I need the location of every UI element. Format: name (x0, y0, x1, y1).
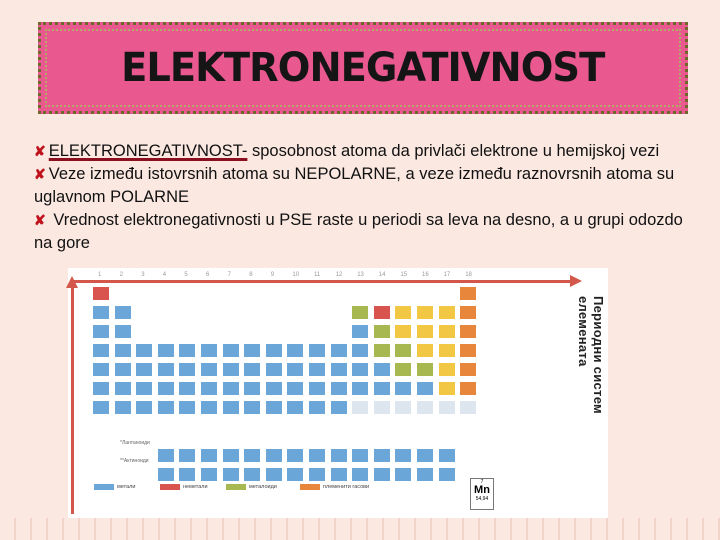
element-cell (265, 400, 283, 415)
group-number: 12 (335, 272, 343, 278)
x-bullet-icon: ✘ (34, 212, 46, 228)
group-number: 13 (357, 272, 364, 278)
element-cell (135, 400, 153, 415)
element-cell (92, 343, 110, 358)
element-cell (438, 400, 456, 415)
element-cell (178, 467, 196, 482)
element-cell (459, 400, 477, 415)
element-cell (135, 381, 153, 396)
element-cell (286, 400, 304, 415)
element-cell (330, 381, 348, 396)
group-number: 17 (443, 272, 451, 278)
element-cell (114, 343, 132, 358)
element-cell (459, 286, 477, 301)
legend-label: металоиди (249, 484, 277, 490)
example-symbol: Mn (474, 484, 490, 496)
element-cell (200, 448, 218, 463)
element-cell (265, 448, 283, 463)
actinides-label: **Актиноиди (120, 458, 149, 464)
element-cell (114, 362, 132, 377)
group-number: 14 (378, 272, 386, 278)
element-cell (114, 324, 132, 339)
element-cell (243, 467, 261, 482)
element-cell (330, 448, 348, 463)
decorative-footer (0, 518, 720, 540)
element-cell (459, 324, 477, 339)
element-cell (438, 448, 456, 463)
group-number: 15 (400, 272, 408, 278)
element-cell (459, 343, 477, 358)
group-number: 7 (227, 272, 231, 278)
element-cell (157, 343, 175, 358)
element-cell (351, 305, 369, 320)
group-number: 9 (270, 272, 275, 278)
legend-metalloids (226, 484, 277, 490)
element-cell (157, 362, 175, 377)
element-cell (243, 400, 261, 415)
element-cell (200, 362, 218, 377)
element-cell (438, 305, 456, 320)
element-cell (373, 400, 391, 415)
element-cell (459, 305, 477, 320)
bullet-term: ELEKTRONEGATIVNOST- (48, 142, 248, 160)
element-cell (330, 362, 348, 377)
element-cell (416, 305, 434, 320)
title-banner (38, 22, 688, 114)
lanthanides-label: *Лантаноиди (120, 440, 150, 446)
element-cell (157, 448, 175, 463)
element-cell (330, 467, 348, 482)
bullet-item (34, 140, 694, 163)
element-cell (92, 381, 110, 396)
element-cell (416, 381, 434, 396)
element-cell (351, 343, 369, 358)
element-cell (308, 343, 326, 358)
element-cell (308, 467, 326, 482)
element-cell (92, 286, 110, 301)
arrow-up-icon (71, 282, 74, 514)
bullet-text: Vrednost elektronegativnosti u PSE raste u periodi sa leva na desno, a u grupi odozdo na gore (34, 211, 683, 252)
element-cell (265, 381, 283, 396)
element-cell (373, 381, 391, 396)
element-cell (373, 362, 391, 377)
periodic-table (86, 272, 580, 512)
element-cell (308, 448, 326, 463)
element-cell (394, 362, 412, 377)
element-cell (394, 381, 412, 396)
element-cell (373, 324, 391, 339)
element-cell (222, 343, 240, 358)
element-cell (265, 343, 283, 358)
element-cell (265, 467, 283, 482)
element-cell (222, 467, 240, 482)
example-element-box (470, 478, 494, 510)
element-cell (286, 467, 304, 482)
element-cell (114, 400, 132, 415)
element-cell (351, 362, 369, 377)
element-cell (157, 381, 175, 396)
element-cell (416, 467, 434, 482)
arrow-right-icon (72, 280, 572, 283)
element-cell (114, 305, 132, 320)
element-cell (243, 362, 261, 377)
element-cell (308, 362, 326, 377)
element-cell (459, 381, 477, 396)
element-cell (157, 467, 175, 482)
element-cell (114, 381, 132, 396)
element-cell (178, 381, 196, 396)
element-cell (351, 381, 369, 396)
element-cell (373, 305, 391, 320)
element-cell (438, 324, 456, 339)
element-cell (222, 362, 240, 377)
element-cell (416, 448, 434, 463)
bullet-text: sposobnost atoma da privlači elektrone u hemijskoj vezi (247, 142, 660, 160)
element-cell (416, 324, 434, 339)
group-number: 18 (465, 272, 472, 278)
legend-swatch (160, 484, 180, 490)
x-bullet-icon: ✘ (34, 166, 46, 182)
element-cell (416, 400, 434, 415)
group-number: 16 (422, 272, 429, 278)
group-number: 3 (141, 272, 145, 278)
legend-swatch (300, 484, 320, 490)
element-cell (286, 343, 304, 358)
legend-nonmetals (160, 484, 208, 490)
element-cell (92, 362, 110, 377)
element-cell (438, 362, 456, 377)
element-cell (157, 400, 175, 415)
element-cell (135, 343, 153, 358)
element-cell (243, 381, 261, 396)
element-cell (394, 467, 412, 482)
element-cell (286, 381, 304, 396)
element-cell (135, 362, 153, 377)
example-number: 7 (480, 479, 484, 485)
element-cell (330, 400, 348, 415)
element-cell (222, 448, 240, 463)
bullet-item (34, 209, 694, 255)
element-cell (394, 324, 412, 339)
group-number: 4 (162, 272, 167, 278)
element-cell (200, 343, 218, 358)
element-cell (373, 343, 391, 358)
element-cell (351, 448, 369, 463)
element-cell (308, 400, 326, 415)
element-cell (200, 400, 218, 415)
element-cell (351, 324, 369, 339)
element-cell (438, 343, 456, 358)
element-cell (394, 400, 412, 415)
element-cell (308, 381, 326, 396)
element-cell (178, 362, 196, 377)
element-cell (438, 467, 456, 482)
element-cell (330, 343, 348, 358)
group-number: 8 (249, 272, 253, 278)
element-cell (351, 467, 369, 482)
element-cell (92, 324, 110, 339)
legend-metals (94, 484, 135, 490)
element-cell (243, 448, 261, 463)
group-number: 1 (98, 272, 102, 278)
element-cell (200, 467, 218, 482)
element-cell (373, 467, 391, 482)
element-cell (92, 400, 110, 415)
legend-label: племенити гасови (323, 484, 370, 490)
element-cell (416, 362, 434, 377)
legend-swatch (94, 484, 114, 490)
element-cell (265, 362, 283, 377)
element-cell (286, 448, 304, 463)
element-cell (394, 343, 412, 358)
element-cell (178, 400, 196, 415)
element-cell (373, 448, 391, 463)
group-number: 6 (206, 272, 210, 278)
legend-label: метали (117, 484, 136, 490)
element-cell (222, 381, 240, 396)
bullet-list (34, 140, 694, 255)
x-bullet-icon: ✘ (34, 143, 46, 159)
legend-swatch (226, 484, 246, 490)
element-cell (394, 448, 412, 463)
slide-title: ELEKTRONEGATIVNOST (121, 45, 605, 91)
group-number: 10 (292, 272, 300, 278)
element-cell (200, 381, 218, 396)
group-number: 5 (184, 272, 188, 278)
example-mass: 54,94 (475, 496, 489, 502)
element-cell (459, 362, 477, 377)
element-cell (243, 343, 261, 358)
legend-label: неметали (183, 484, 208, 490)
element-cell (394, 305, 412, 320)
element-cell (438, 381, 456, 396)
element-cell (222, 400, 240, 415)
element-cell (416, 343, 434, 358)
element-cell (286, 362, 304, 377)
arrow-right-head-icon (570, 275, 582, 287)
group-number: 11 (314, 272, 321, 278)
legend-noble-gases (300, 484, 369, 490)
group-number: 2 (119, 272, 123, 278)
periodic-table-title: Периодни систем елемената (576, 296, 606, 414)
bullet-item (34, 163, 694, 209)
element-cell (178, 448, 196, 463)
element-cell (178, 343, 196, 358)
element-cell (92, 305, 110, 320)
bullet-text: Veze između istovrsnih atoma su NEPOLARNE, a veze između raznovrsnih atoma su uglavnom POLARNE (34, 165, 675, 206)
element-cell (351, 400, 369, 415)
